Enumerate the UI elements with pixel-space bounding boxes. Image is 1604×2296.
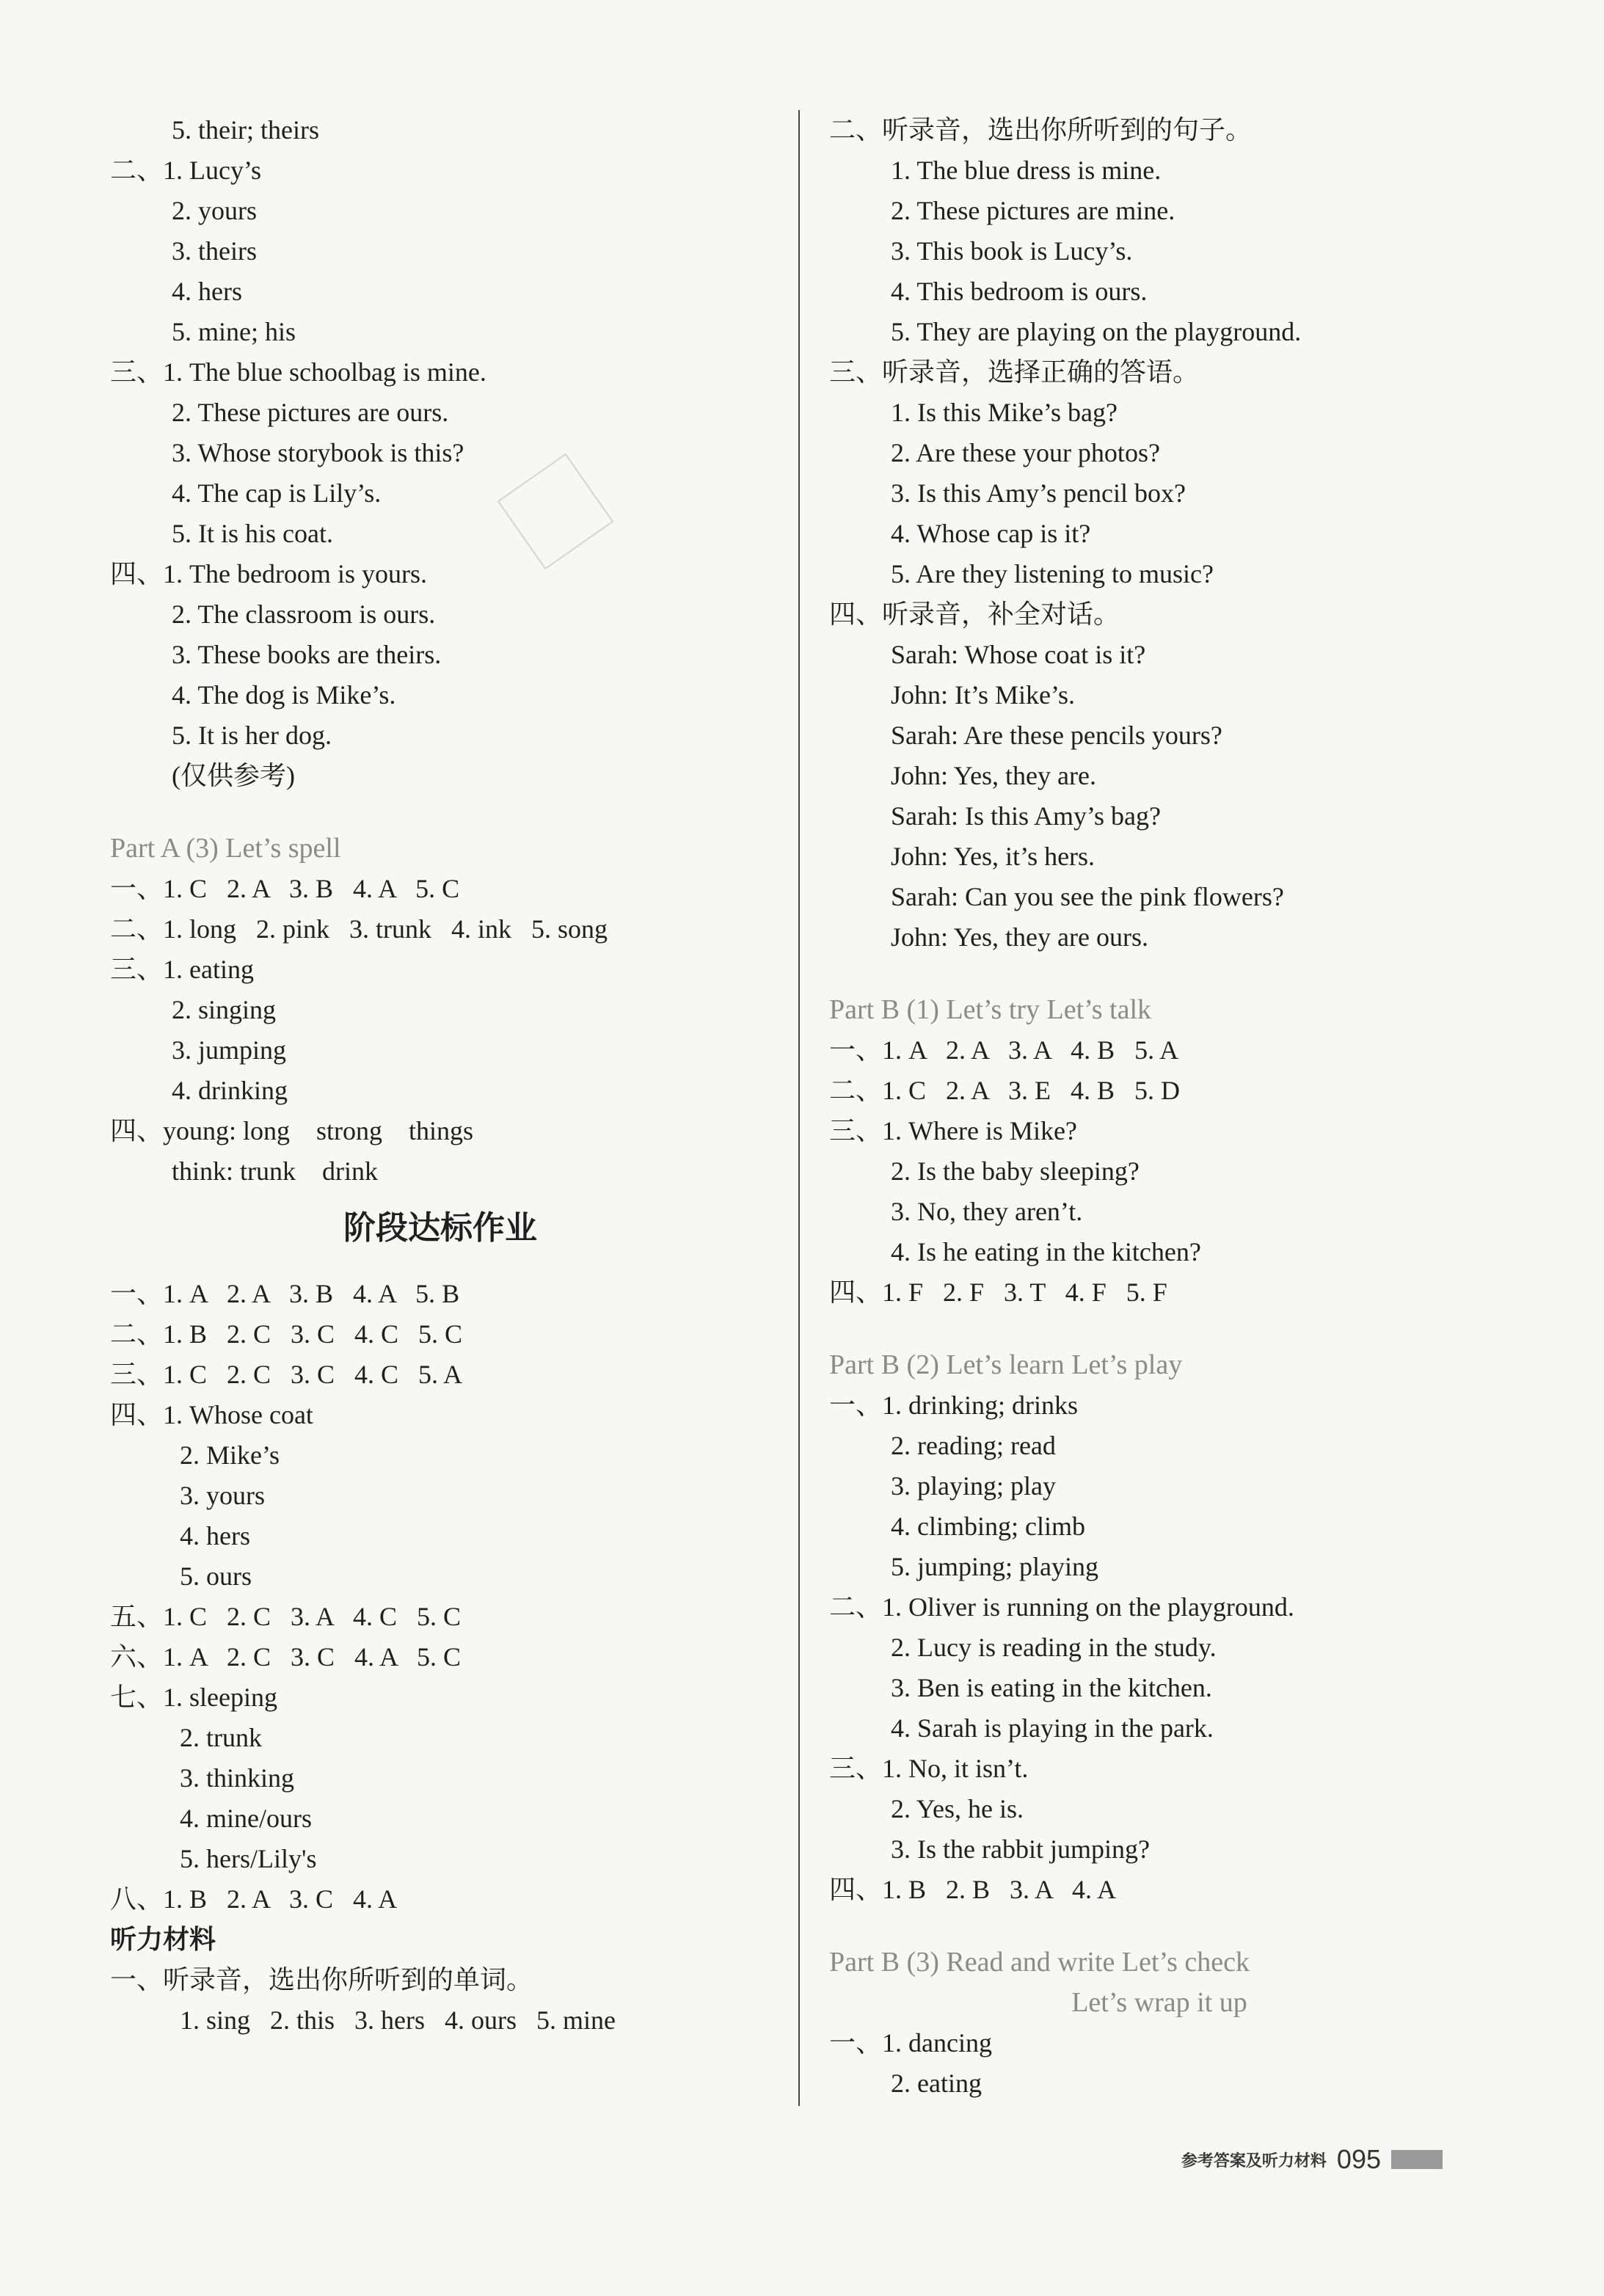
answer-line: 四、1. F 2. F 3. T 4. F 5. F [829, 1278, 1167, 1307]
answer-line: John: It’s Mike’s. [891, 680, 1076, 710]
footer-bar [1391, 2150, 1443, 2169]
page-number: 095 [1336, 2144, 1381, 2174]
section-heading: Part B (1) Let’s try Let’s talk [829, 994, 1152, 1025]
answer-line: 一、1. drinking; drinks [829, 1391, 1078, 1420]
answer-line: 5. Are they listening to music? [891, 559, 1214, 588]
answer-line: 2. eating [891, 2069, 982, 2098]
answer-line: (仅供参考) [172, 761, 295, 790]
answer-line: 5. It is her dog. [172, 721, 332, 750]
answer-line: think: trunk drink [172, 1156, 378, 1186]
left-column [110, 110, 770, 2041]
answer-line: 二、1. C 2. A 3. E 4. B 5. D [829, 1076, 1181, 1105]
stage-title: 阶段达标作业 [343, 1209, 537, 1247]
answer-line: 4. hers [172, 277, 242, 306]
answer-line: 3. Ben is eating in the kitchen. [891, 1673, 1212, 1702]
answer-line: 4. The dog is Mike’s. [172, 680, 396, 710]
answer-line: 三、1. No, it isn’t. [829, 1754, 1029, 1783]
answer-line: John: Yes, they are ours. [891, 922, 1148, 952]
answer-line: 3. Whose storybook is this? [172, 438, 464, 467]
answer-line: 5. mine; his [172, 317, 296, 346]
answer-line: 六、1. A 2. C 3. C 4. A 5. C [110, 1642, 462, 1672]
answer-line: 2. singing [172, 995, 277, 1024]
answer-line: 四、听录音，补全对话。 [829, 599, 1120, 629]
column-divider [798, 110, 800, 2106]
answer-line: 2. Mike’s [180, 1440, 280, 1470]
answer-line: Sarah: Whose coat is it? [891, 640, 1146, 669]
answer-line: Sarah: Is this Amy’s bag? [891, 801, 1161, 831]
answer-line: 4. climbing; climb [891, 1512, 1085, 1541]
right-column [829, 110, 1490, 2104]
answer-line: 3. thinking [180, 1763, 295, 1793]
answer-line: 二、1. Oliver is running on the playground. [829, 1592, 1294, 1622]
answer-line: 2. yours [172, 196, 257, 225]
answer-line: 5. hers/Lily's [180, 1844, 317, 1873]
answer-line: 4. The cap is Lily’s. [172, 478, 382, 508]
answer-line: 4. mine/ours [180, 1804, 312, 1833]
answer-line: 3. yours [180, 1481, 265, 1510]
answer-line: 4. Whose cap is it? [891, 519, 1091, 548]
answer-line: 3. playing; play [891, 1471, 1056, 1501]
footer-label: 参考答案及听力材料 [1181, 2151, 1327, 2171]
listening-material-heading: 听力材料 [110, 1925, 216, 1955]
answer-line: 1. Is this Mike’s bag? [891, 398, 1118, 427]
answer-line: 四、1. Whose coat [110, 1400, 313, 1429]
answer-line: 三、1. eating [110, 955, 254, 984]
answer-line: 二、1. long 2. pink 3. trunk 4. ink 5. song [110, 914, 608, 944]
answer-line: 1. sing 2. this 3. hers 4. ours 5. mine [180, 2005, 616, 2035]
answer-line: 3. No, they aren’t. [891, 1197, 1083, 1226]
section-heading: Part B (3) Read and write Let’s check [829, 1947, 1250, 1978]
answer-line: 七、1. sleeping [110, 1683, 277, 1712]
answer-line: John: Yes, they are. [891, 761, 1096, 790]
answer-line: 二、听录音，选出你所听到的句子。 [829, 115, 1253, 145]
answer-line: 2. Yes, he is. [891, 1794, 1024, 1823]
answer-line: 3. Is the rabbit jumping? [891, 1834, 1150, 1864]
answer-line: 三、1. The blue schoolbag is mine. [110, 357, 486, 387]
section-heading: Part B (2) Let’s learn Let’s play [829, 1349, 1183, 1380]
answer-line: 一、1. dancing [829, 2028, 992, 2058]
answer-line: Sarah: Are these pencils yours? [891, 721, 1222, 750]
answer-line: 4. Sarah is playing in the park. [891, 1713, 1214, 1743]
answer-line: 四、1. The bedroom is yours. [110, 559, 427, 588]
answer-line: 2. reading; read [891, 1431, 1056, 1460]
section-heading: Part A (3) Let’s spell [110, 833, 341, 864]
answer-line: 4. Is he eating in the kitchen? [891, 1237, 1201, 1267]
answer-line: 三、1. C 2. C 3. C 4. C 5. A [110, 1360, 463, 1389]
answer-line: 2. Lucy is reading in the study. [891, 1633, 1217, 1662]
answer-line: 四、young: long strong things [110, 1116, 474, 1145]
answer-line: 4. drinking [172, 1076, 288, 1105]
answer-line: 3. These books are theirs. [172, 640, 442, 669]
answer-line: Sarah: Can you see the pink flowers? [891, 882, 1284, 911]
answer-line: John: Yes, it’s hers. [891, 842, 1096, 871]
answer-line: 3. This book is Lucy’s. [891, 236, 1133, 266]
answer-line: 2. These pictures are mine. [891, 196, 1175, 225]
answer-line: 五、1. C 2. C 3. A 4. C 5. C [110, 1602, 462, 1631]
answer-line: 二、1. Lucy’s [110, 156, 261, 185]
answer-line: 一、1. A 2. A 3. B 4. A 5. B [110, 1279, 460, 1308]
answer-line: 一、1. A 2. A 3. A 4. B 5. A [829, 1035, 1179, 1065]
answer-line: 2. Is the baby sleeping? [891, 1156, 1140, 1186]
answer-line: 5. jumping; playing [891, 1552, 1098, 1581]
section-heading-continued: Let’s wrap it up [1071, 1987, 1247, 2018]
answer-line: 4. hers [180, 1521, 250, 1550]
answer-line: 2. trunk [180, 1723, 262, 1752]
answer-line: 1. The blue dress is mine. [891, 156, 1162, 185]
answer-line: 八、1. B 2. A 3. C 4. A [110, 1884, 398, 1914]
answer-line: 一、1. C 2. A 3. B 4. A 5. C [110, 874, 460, 903]
answer-line: 2. The classroom is ours. [172, 599, 436, 629]
answer-line: 3. jumping [172, 1035, 287, 1065]
answer-line: 三、1. Where is Mike? [829, 1116, 1077, 1145]
answer-line: 5. They are playing on the playground. [891, 317, 1302, 346]
answer-line: 一、听录音，选出你所听到的单词。 [110, 1965, 533, 1994]
answer-line: 3. theirs [172, 236, 257, 266]
answer-line: 四、1. B 2. B 3. A 4. A [829, 1875, 1117, 1904]
answer-line: 二、1. B 2. C 3. C 4. C 5. C [110, 1319, 463, 1349]
answer-line: 4. This bedroom is ours. [891, 277, 1148, 306]
answer-line: 三、听录音，选择正确的答语。 [829, 357, 1200, 387]
answer-line: 5. It is his coat. [172, 519, 333, 548]
answer-line: 5. their; theirs [172, 115, 319, 145]
answer-line: 2. Are these your photos? [891, 438, 1160, 467]
page-footer [1181, 2140, 1443, 2179]
answer-line: 3. Is this Amy’s pencil box? [891, 478, 1186, 508]
answer-line: 5. ours [180, 1561, 252, 1591]
answer-line: 2. These pictures are ours. [172, 398, 449, 427]
